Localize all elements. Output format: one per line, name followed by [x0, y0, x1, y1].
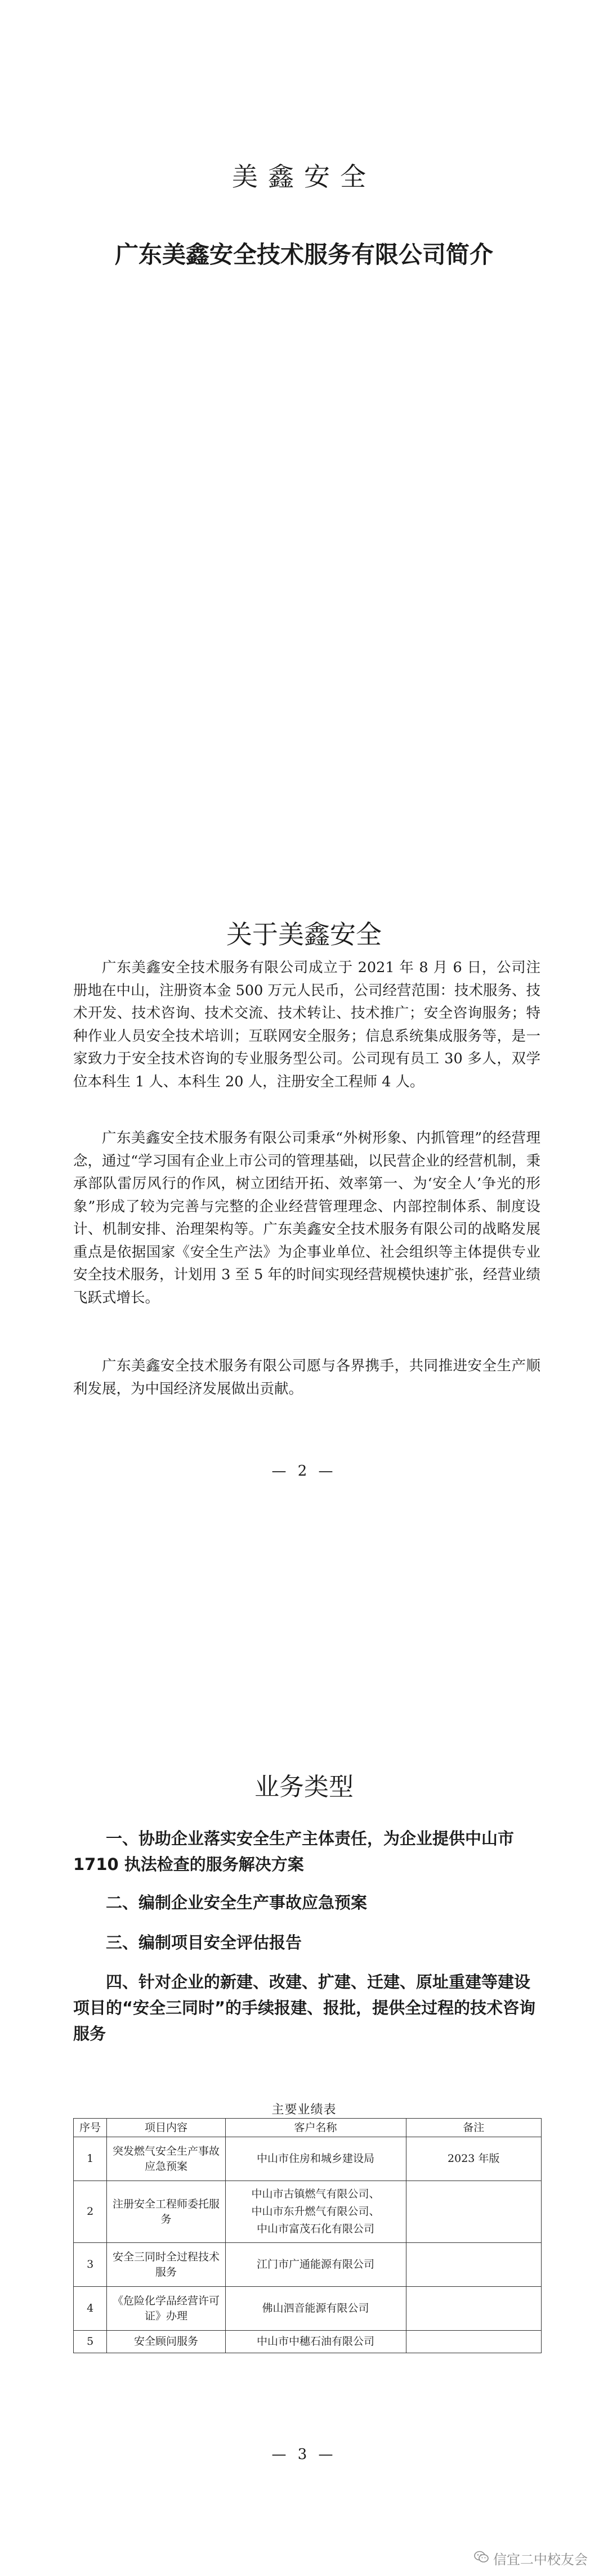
cell-client	[225, 2243, 406, 2287]
header-note: 备注	[406, 2119, 541, 2137]
cell-client	[225, 2287, 406, 2331]
about-section-title: 关于美鑫安全	[226, 919, 382, 950]
cell-client	[225, 2331, 406, 2353]
cell-item: 注册安全工程师委托服务	[107, 2181, 225, 2243]
company-title: 广东美鑫安全技术服务有限公司简介	[114, 241, 493, 268]
table-row	[74, 2181, 542, 2243]
cell-note	[406, 2287, 541, 2331]
client-name: 中山市古镇燃气有限公司、	[251, 2188, 380, 2200]
cell-client	[225, 2137, 406, 2181]
cell-item: 《危险化学品经营许可证》办理	[107, 2287, 225, 2331]
client-name: 中山市中穗石油有限公司	[257, 2335, 375, 2348]
service-item-1: 一、协助企业落实安全生产主体责任，为企业提供中山市 1710 执法检查的服务解决方案	[73, 1829, 515, 1874]
cell-item: 安全三同时全过程技术服务	[107, 2243, 225, 2287]
client-name: 中山市东升燃气有限公司、	[251, 2205, 380, 2218]
brand-title: 美鑫安全	[232, 161, 376, 192]
services-section-title: 业务类型	[254, 1773, 354, 1801]
table-row	[74, 2137, 542, 2181]
cell-no: 1	[74, 2137, 107, 2181]
table-caption: 主要业绩表	[271, 2103, 337, 2117]
table-row	[74, 2287, 542, 2331]
cell-note: 2023 年版	[406, 2137, 541, 2181]
cell-client	[225, 2181, 406, 2243]
cell-no: 5	[74, 2331, 107, 2353]
table-row	[74, 2331, 542, 2353]
page-number-3: — 3 —	[271, 2446, 337, 2463]
intro-paragraph-2: 广东美鑫安全技术服务有限公司秉承“外树形象、内抓管理”的经营理念，通过“学习国有企业上市公司的管理基础，以民营企业的经营机制，秉承部队雷厉风行的作风，树立团结开拓、效率第一、为‘安全人’争光的形象”形成了较为完善与完整的企业经营管理理念、内部控制体系、制度设计、机制安排、治理架构等。广东美鑫安全技术服务有限公司的战略发展重点是依据国家《安全生产法》为企事业单位、社会组织等主体提供专业安全技术服务，计划用 3 至 5 年的时间实现经营规模快速扩张，经营业绩飞跃式增长。	[73, 1130, 540, 1306]
cell-item: 突发燃气安全生产事故应急预案	[107, 2137, 225, 2181]
cell-item: 安全顾问服务	[107, 2331, 225, 2353]
cell-no: 3	[74, 2243, 107, 2287]
header-no: 序号	[74, 2119, 107, 2137]
client-name: 中山市富茂石化有限公司	[257, 2223, 375, 2235]
cell-no: 2	[74, 2181, 107, 2243]
cell-note	[406, 2181, 541, 2243]
intro-paragraph-1: 广东美鑫安全技术服务有限公司成立于 2021 年 8 月 6 日，公司注册地在中山，注册资本金 500 万元人民币，公司经营范围：技术服务、技术开发、技术咨询、技术交流、技术转让、技术推广；安全咨询服务；特种作业人员安全技术培训；互联网安全服务；信息系统集成服务等，是一家致力于安全技术咨询的专业服务型公司。公司现有员工 30 多人，双学位本科生 1 人、本科生 20 人，注册安全工程师 4 人。	[73, 959, 540, 1090]
client-name: 江门市广通能源有限公司	[257, 2258, 375, 2271]
header-client: 客户名称	[225, 2119, 406, 2137]
service-item-2: 二、编制企业安全生产事故应急预案	[106, 1893, 368, 1912]
cell-note	[406, 2331, 541, 2353]
watermark-text: 信宜二中校友会	[493, 2552, 588, 2568]
table-row	[74, 2243, 542, 2287]
client-name: 中山市住房和城乡建设局	[257, 2152, 375, 2165]
header-item: 项目内容	[107, 2119, 225, 2137]
page-number-2: — 2 —	[271, 1463, 337, 1480]
table-header-row	[74, 2119, 542, 2137]
client-name: 佛山泗音能源有限公司	[262, 2302, 369, 2314]
performance-table	[73, 2118, 542, 2353]
watermark	[474, 2548, 588, 2568]
service-item-3: 三、编制项目安全评估报告	[106, 1933, 302, 1952]
wechat-icon	[474, 2551, 489, 2566]
cell-note	[406, 2243, 541, 2287]
service-item-4: 四、针对企业的新建、改建、扩建、迁建、原址重建等建设项目的“安全三同时”的手续报建、报批，提供全过程的技术咨询服务	[73, 1972, 536, 2043]
intro-paragraph-3: 广东美鑫安全技术服务有限公司愿与各界携手，共同推进安全生产顺利发展，为中国经济发展做出贡献。	[73, 1357, 540, 1397]
cell-no: 4	[74, 2287, 107, 2331]
